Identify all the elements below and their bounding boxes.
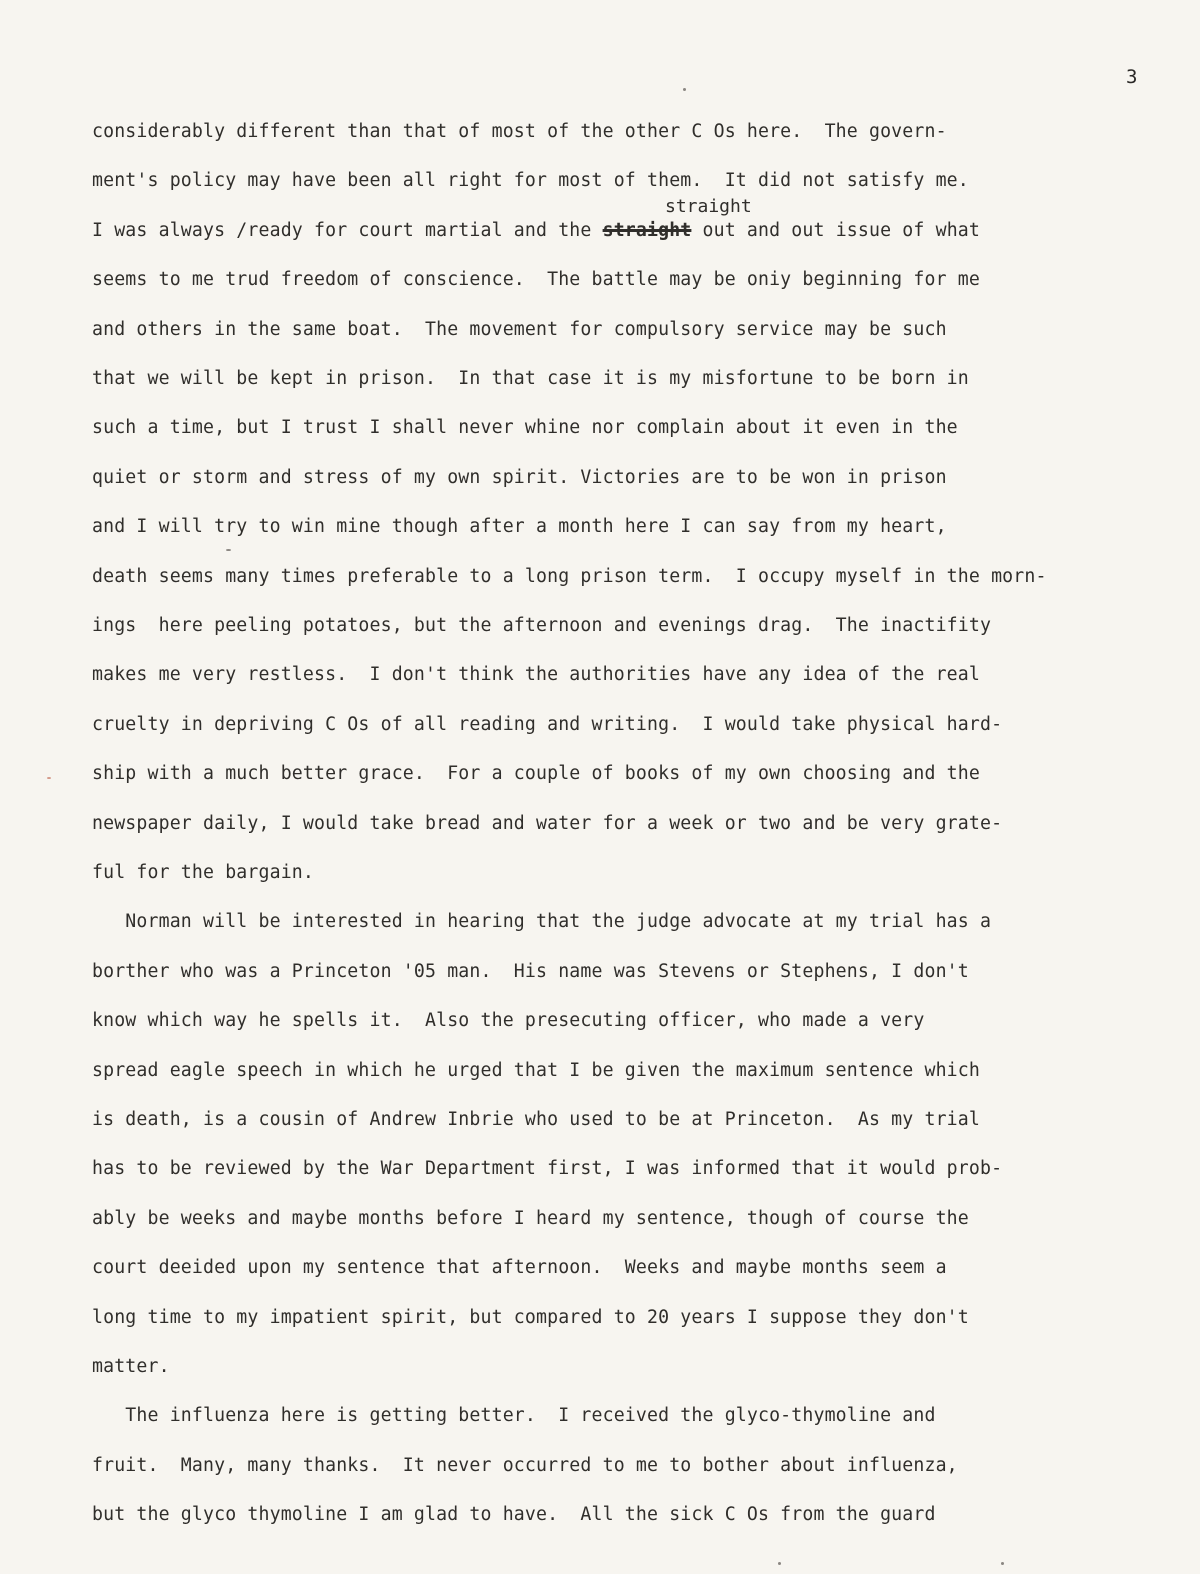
text-line: I was always /ready for court martial and the straight out and out issue of what	[92, 219, 981, 241]
page-number: 3	[1126, 66, 1138, 88]
text-line: cruelty in depriving C Os of all reading and writing. I would take physical hard-	[92, 713, 1003, 735]
ink-speck	[683, 88, 686, 91]
text-line: seems to me trud freedom of conscience. The battle may be oniy beginning for me	[92, 269, 980, 291]
text-line: ings here peeling potatoes, but the afternoon and evenings drag. The inactifity	[92, 615, 992, 636]
text-line: that we will be kept in prison. In that case it is my misfortune to be born in	[92, 368, 969, 389]
text-line: long time to my impatient spirit, but compared to 20 years I suppose they don't	[92, 1306, 969, 1328]
text-line: quiet or storm and stress of my own spirit. Victories are to be won in prison	[92, 466, 947, 488]
text-line: and I will try to win mine though after a month here I can say from my heart,	[92, 516, 947, 538]
text-line: ship with a much better grace. For a couple of books of my own choosing and the	[92, 763, 980, 785]
text-line: matter.	[92, 1356, 170, 1377]
text-line: The influenza here is getting better. I received the glyco-thymoline and	[92, 1405, 936, 1427]
text-line: court deeided upon my sentence that afternoon. Weeks and maybe months seem a	[92, 1257, 947, 1279]
text-line: spread eagle speech in which he urged that I be given the maximum sentence which	[92, 1059, 980, 1081]
text-line: and others in the same boat. The movement for compulsory service may be such	[92, 318, 947, 340]
text-line: fruit. Many, many thanks. It never occurred to me to bother about influenza,	[92, 1454, 958, 1476]
text-line: considerably different than that of most of the other C Os here. The govern-	[92, 121, 947, 142]
text-line: borther who was a Princeton '05 man. His name was Stevens or Stephens, I don't	[92, 960, 969, 982]
text-line: newspaper daily, I would take bread and water for a week or two and be very grate-	[92, 812, 1003, 834]
text-line: death seems many times preferable to a long prison term. I occupy myself in the morn-	[92, 565, 1047, 587]
text-line: is death, is a cousin of Andrew Inbrie who used to be at Princeton. As my trial	[92, 1109, 980, 1130]
text-line: ment's policy may have been all right for most of them. It did not satisfy me.	[92, 170, 969, 192]
text-line: makes me very restless. I don't think the authorities have any idea of the real	[92, 664, 980, 686]
text-line: know which way he spells it. Also the presecuting officer, who made a very	[92, 1010, 925, 1032]
ink-speck	[226, 549, 231, 551]
text-line: has to be reviewed by the War Department first, I was informed that it would prob-	[92, 1158, 1003, 1180]
text-line: such a time, but I trust I shall never whine nor complain about it even in the	[92, 417, 958, 439]
text-line: Norman will be interested in hearing that the judge advocate at my trial has a	[92, 911, 992, 933]
ink-speck	[1001, 1562, 1004, 1565]
interlinear-insertion: straight	[665, 196, 752, 217]
struck-out-word: straight	[602, 219, 692, 241]
ink-speck	[47, 777, 51, 779]
text-line: ably be weeks and maybe months before I heard my sentence, though of course the	[92, 1207, 969, 1229]
text-line: ful for the bargain.	[92, 862, 314, 883]
ink-speck	[778, 1562, 781, 1565]
text-line: but the glyco thymoline I am glad to have. All the sick C Os from the guard	[92, 1504, 936, 1526]
